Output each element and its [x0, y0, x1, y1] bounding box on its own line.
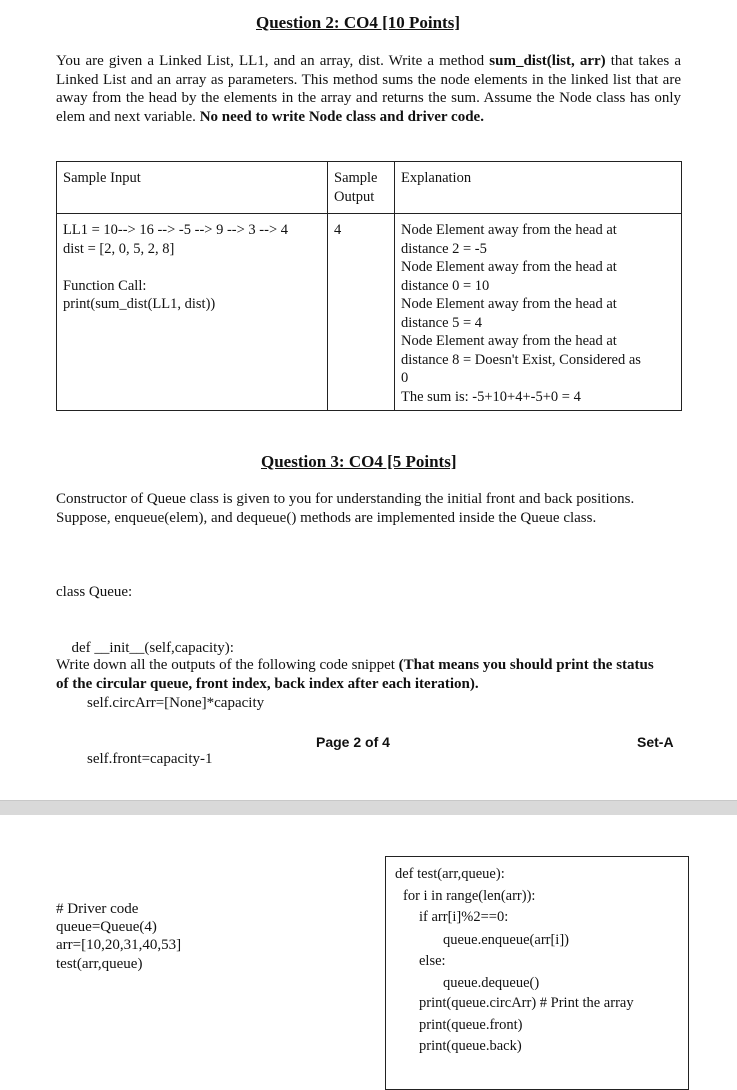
code-line: test(arr,queue): [56, 956, 143, 972]
explanation-line: Node Element away from the head at: [401, 259, 617, 275]
explanation-line: Node Element away from the head at: [401, 333, 617, 349]
sample-output-cell: 4: [328, 214, 395, 411]
code-line: queue.dequeue(): [443, 975, 540, 991]
explanation-line: distance 0 = 10: [401, 277, 490, 294]
set-label: Set-A: [637, 734, 674, 750]
intro-line: Constructor of Queue class is given to you for understanding the initial front and back positions.: [56, 491, 635, 507]
document-page-3: [0, 815, 737, 1076]
instruction-note: No need to write Node class and driver code.: [199, 108, 484, 125]
test-function-code-box: [385, 856, 689, 1090]
code-line: self.front=capacity-1: [72, 750, 213, 767]
page-number: Page 2 of 4: [316, 734, 390, 750]
sample-input-cell: [57, 214, 328, 411]
code-line: for i in range(len(arr)):: [403, 888, 536, 904]
sample-io-table: [56, 161, 682, 411]
code-line: queue=Queue(4): [56, 919, 157, 935]
explanation-line: The sum is: -5+10+4+-5+0 = 4: [401, 388, 581, 405]
explanation-line: distance 2 = -5: [401, 240, 487, 257]
explanation-line: 0: [401, 370, 409, 386]
code-line: else:: [419, 953, 446, 969]
code-line: if arr[i]%2==0:: [419, 909, 509, 925]
header-sample-output: Sample Output: [328, 162, 395, 214]
question-2-description: You are given a Linked List, LL1, and an array, dist. Write a method sum_dist(list, arr) that takes a Linked List and an array as parameters. This method sums the node elements in the linked list that are away from the head by the elements in the array and returns the sum. Assume the Node class has only elem and next variable. No need to write Node class and driver code.: [56, 53, 681, 125]
intro-line: Suppose, enqueue(elem), and dequeue() methods are implemented inside the Queue class.: [56, 509, 597, 526]
explanation-line: Node Element away from the head at: [401, 222, 617, 238]
question-3-title: Question 3: CO4 [5 Points]: [261, 452, 457, 471]
explanation-line: distance 5 = 4: [401, 314, 483, 331]
code-line: # Driver code: [56, 901, 139, 917]
explanation-line: Node Element away from the head at: [401, 296, 617, 312]
code-line: class Queue:: [56, 584, 133, 600]
question-3-intro: [56, 490, 681, 527]
input-line: [63, 258, 321, 277]
code-line: def test(arr,queue):: [395, 866, 505, 882]
header-sample-input: Sample Input: [57, 162, 328, 214]
header-explanation: Explanation: [395, 162, 682, 214]
task-emphasis: (That means you should print the status of the circular queue, front index, back index after each iteration).: [56, 657, 654, 692]
explanation-cell: [395, 214, 682, 411]
input-line: LL1 = 10--> 16 --> -5 --> 9 --> 3 --> 4: [63, 222, 289, 238]
code-line: print(queue.back): [419, 1038, 522, 1054]
table-row: [57, 214, 682, 411]
page-separator: [0, 800, 737, 815]
code-line: self.circArr=[None]*capacity: [72, 695, 265, 711]
question-3-task: Write down all the outputs of the following code snippet (That means you should print the status of the circular queue, front index, back index after each iteration).: [56, 657, 654, 692]
code-line: def __init__(self,capacity):: [64, 639, 234, 656]
method-name: sum_dist(list, arr): [489, 53, 606, 69]
code-line: queue.enqueue(arr[i]): [443, 932, 569, 948]
input-line: dist = [2, 0, 5, 2, 8]: [63, 240, 175, 257]
code-line: arr=[10,20,31,40,53]: [56, 937, 182, 953]
input-line: print(sum_dist(LL1, dist)): [63, 296, 216, 312]
question-2-title: Question 2: CO4 [10 Points]: [256, 13, 460, 32]
input-line: Function Call:: [63, 277, 147, 294]
explanation-line: distance 8 = Doesn't Exist, Considered as: [401, 351, 641, 368]
code-line: print(queue.circArr) # Print the array: [419, 995, 634, 1011]
code-line: print(queue.front): [419, 1017, 523, 1033]
table-header-row: [57, 162, 682, 214]
